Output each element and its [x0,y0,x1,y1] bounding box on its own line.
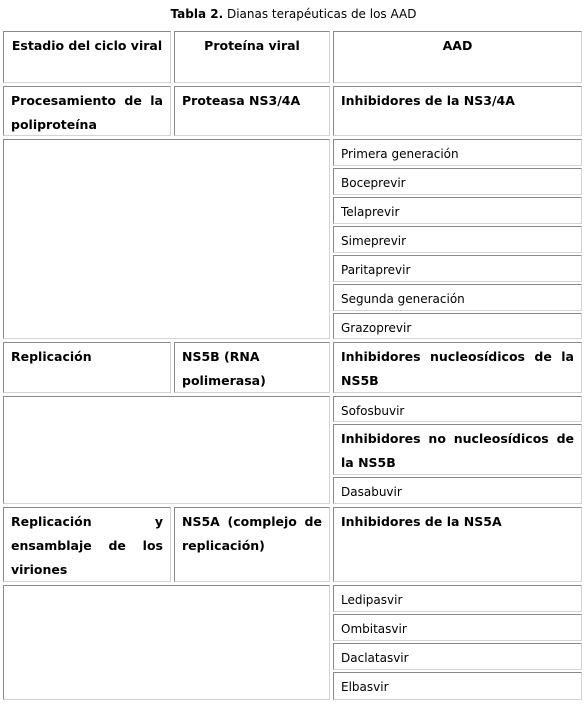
caption-label: Tabla 2. [170,7,224,21]
group2-class2: Inhibidores no nucleosídicos de la NS5B [333,424,582,475]
group1-protein: Proteasa NS3/4A [174,86,330,136]
drug-item: Primera generación [333,139,582,166]
drug-item: Simeprevir [333,226,582,253]
drug-item: Segunda generación [333,284,582,311]
group3-class: Inhibidores de la NS5A [333,507,582,582]
group1-stage: Procesamiento de la poliproteína [3,86,171,136]
group2-protein: NS5B (RNA polimerasa) [174,342,330,393]
drug-item: Telaprevir [333,197,582,224]
group3-stage: Replicación y ensamblaje de los viriones [3,507,171,582]
drug-item: Daclatasvir [333,643,582,670]
group1-spacer [3,139,330,339]
header-aad: AAD [333,31,582,83]
drug-item: Grazoprevir [333,313,582,339]
group2-spacer [3,396,330,504]
drug-item: Boceprevir [333,168,582,195]
table-caption [0,7,587,21]
group2-class: Inhibidores nucleosídicos de la NS5B [333,342,582,393]
drug-item: Ledipasvir [333,585,582,612]
drug-item: Dasabuvir [333,477,582,504]
header-protein: Proteína viral [174,31,330,83]
drug-item: Elbasvir [333,672,582,700]
group3-spacer [3,585,330,700]
drug-item: Ombitasvir [333,614,582,641]
group2-stage: Replicación [3,342,171,393]
group1-class: Inhibidores de la NS3/4A [333,86,582,136]
group3-protein: NS5A (complejo de replicación) [174,507,330,582]
drug-item: Paritaprevir [333,255,582,282]
caption-text: Dianas terapéuticas de los AAD [226,7,417,21]
drug-item: Sofosbuvir [333,396,582,422]
header-stage: Estadio del ciclo viral [3,31,171,83]
